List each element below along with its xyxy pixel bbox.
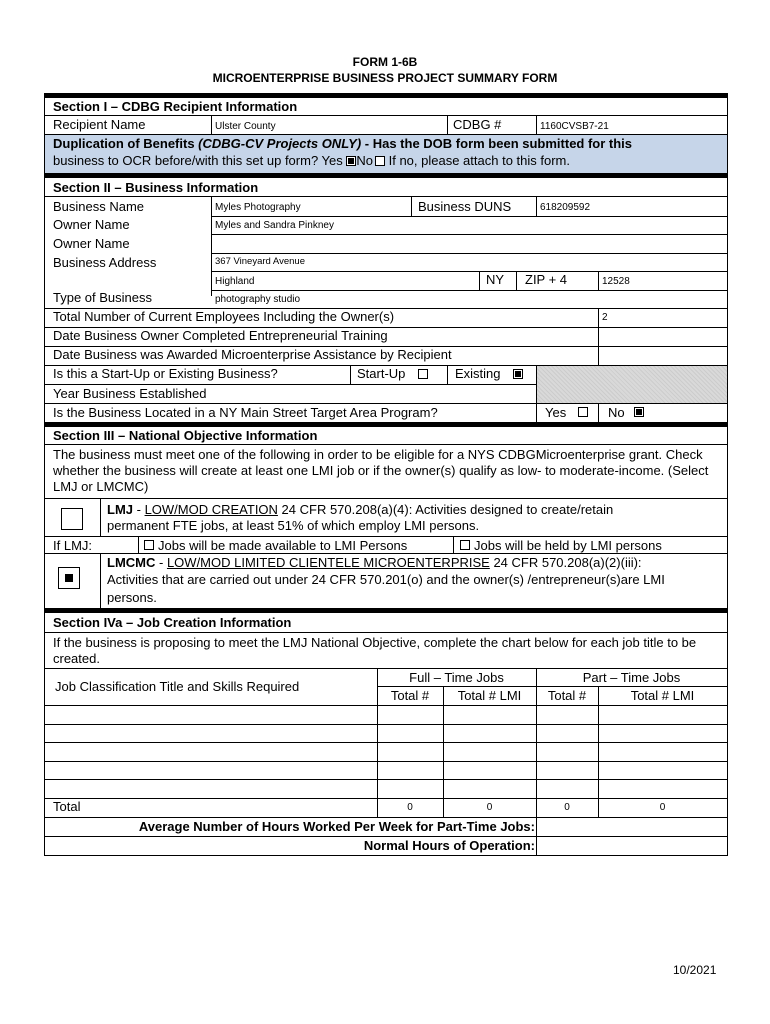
- lmj-line1: LMJ - LOW/MOD CREATION 24 CFR 570.208(a)(4): Activities designed to create/retain: [107, 502, 614, 517]
- zip-field[interactable]: 12528: [602, 276, 630, 287]
- shaded-cell: [537, 366, 727, 403]
- pt-total-lmi-header: Total # LMI: [630, 688, 695, 703]
- existing-label: Existing: [455, 366, 501, 381]
- part-time-jobs-header: Part – Time Jobs: [582, 670, 681, 685]
- address-city-field[interactable]: Highland: [215, 276, 255, 287]
- job-row-divider: [44, 742, 728, 743]
- form-number: FORM 1-6B: [352, 55, 418, 69]
- cdbg-number-field[interactable]: 1160CVSB7-21: [540, 121, 609, 132]
- recipient-name-field[interactable]: Ulster County: [215, 121, 276, 132]
- jobs-held-label: Jobs will be held by LMI persons: [474, 538, 662, 553]
- type-of-business-field[interactable]: photography studio: [215, 294, 301, 305]
- job-row-divider: [44, 798, 728, 799]
- dob-no-checkbox[interactable]: [375, 156, 385, 166]
- employees-label: Total Number of Current Employees Including the Owner(s): [53, 309, 395, 324]
- employees-field[interactable]: 2: [602, 312, 608, 323]
- owner-name-1-label: Owner Name: [53, 217, 130, 232]
- pt-total-value[interactable]: 0: [564, 802, 570, 813]
- lmcmc-checkbox[interactable]: [58, 567, 80, 589]
- jobs-available-label: Jobs will be made available to LMI Persons: [158, 538, 408, 553]
- business-address-label: Business Address: [53, 255, 157, 270]
- pt-total-header: Total #: [547, 688, 587, 703]
- job-row-divider: [44, 779, 728, 780]
- ft-total-value[interactable]: 0: [407, 802, 413, 813]
- type-of-business-label: Type of Business: [53, 290, 152, 305]
- business-duns-field[interactable]: 618209592: [540, 202, 591, 213]
- zip-label: ZIP + 4: [525, 272, 568, 287]
- full-time-jobs-header: Full – Time Jobs: [409, 670, 504, 685]
- if-lmj-label: If LMJ:: [53, 538, 93, 553]
- lmcmc-line1: LMCMC - LOW/MOD LIMITED CLIENTELE MICROENTERPRISE 24 CFR 570.208(a)(2)(iii):: [107, 555, 642, 570]
- revision-date: 10/2021: [673, 963, 717, 977]
- ft-total-lmi-value[interactable]: 0: [486, 802, 493, 813]
- owner-name-2-label: Owner Name: [53, 236, 130, 251]
- jobs-available-checkbox[interactable]: [144, 540, 154, 550]
- main-street-question: Is the Business Located in a NY Main Street Target Area Program?: [53, 405, 438, 420]
- pt-total-lmi-value[interactable]: 0: [659, 802, 666, 813]
- section3-heading: Section III – National Objective Information: [53, 428, 318, 443]
- main-street-no-label: No: [608, 405, 625, 420]
- job-row-divider: [44, 761, 728, 762]
- main-street-yes-label: Yes: [545, 405, 567, 420]
- section1-heading: Section I – CDBG Recipient Information: [53, 99, 298, 114]
- owner-name-1-field[interactable]: Myles and Sandra Pinkney: [215, 220, 334, 231]
- business-name-field[interactable]: Myles Photography: [215, 202, 301, 213]
- business-duns-label: Business DUNS: [418, 199, 512, 214]
- jobs-held-checkbox[interactable]: [460, 540, 470, 550]
- form-title: MICROENTERPRISE BUSINESS PROJECT SUMMARY FORM: [212, 71, 558, 85]
- lmj-line2: permanent FTE jobs, at least 51% of which employ LMI persons.: [107, 518, 480, 533]
- dob-yes-checkbox[interactable]: [346, 156, 356, 166]
- main-street-yes-checkbox[interactable]: [578, 407, 588, 417]
- lmj-checkbox[interactable]: [61, 508, 83, 530]
- training-date-label: Date Business Owner Completed Entrepreneurial Training: [53, 328, 388, 343]
- lmj-link: LOW/MOD CREATION: [144, 502, 278, 517]
- cdbg-number-label: CDBG #: [453, 117, 502, 132]
- section3-intro: The business must meet one of the following in order to be eligible for a NYS CDBGMicroenterprise grant. Check whether the business will create at least one LMI job or if the owner(s) qualify as low- to moderate-income. (Select LMJ or LMCMC): [53, 447, 709, 494]
- total-row-label: Total: [53, 799, 81, 814]
- lmcmc-link: LOW/MOD LIMITED CLIENTELE MICROENTERPRISE: [166, 555, 490, 570]
- startup-label: Start-Up: [357, 366, 406, 381]
- section4-intro: If the business is proposing to meet the LMJ National Objective, complete the chart below for each job title to be created.: [53, 635, 697, 666]
- lmcmc-line3: persons.: [107, 590, 157, 605]
- lmcmc-line2: Activities that are carried out under 24 CFR 570.201(o) and the owner(s) /entrepreneur(s)are LMI: [107, 572, 665, 587]
- business-name-label: Business Name: [53, 199, 145, 214]
- address-state-field[interactable]: NY: [486, 272, 505, 287]
- dob-question-line1: Duplication of Benefits (CDBG-CV Projects ONLY) - Has the DOB form been submitted for this: [53, 136, 633, 151]
- year-established-label: Year Business Established: [53, 386, 207, 401]
- startup-existing-question: Is this a Start-Up or Existing Business?: [53, 366, 278, 381]
- job-title-column-header: Job Classification Title and Skills Required: [55, 679, 300, 694]
- address-line1-field[interactable]: 367 Vineyard Avenue: [215, 256, 305, 267]
- avg-hours-label: Average Number of Hours Worked Per Week for Part-Time Jobs:: [138, 819, 535, 834]
- main-street-no-checkbox[interactable]: [634, 407, 644, 417]
- existing-checkbox[interactable]: [513, 369, 523, 379]
- startup-checkbox[interactable]: [418, 369, 428, 379]
- job-row-divider: [44, 724, 728, 725]
- ft-total-header: Total #: [390, 688, 430, 703]
- section2-heading: Section II – Business Information: [53, 180, 259, 195]
- recipient-name-label: Recipient Name: [53, 117, 146, 132]
- section4-heading: Section IVa – Job Creation Information: [53, 615, 292, 630]
- awarded-date-label: Date Business was Awarded Microenterprise Assistance by Recipient: [53, 347, 452, 362]
- normal-hours-label: Normal Hours of Operation:: [363, 838, 535, 853]
- ft-total-lmi-header: Total # LMI: [457, 688, 522, 703]
- dob-question-line2: business to OCR before/with this set up form? Yes No If no, please attach to this form.: [53, 153, 570, 168]
